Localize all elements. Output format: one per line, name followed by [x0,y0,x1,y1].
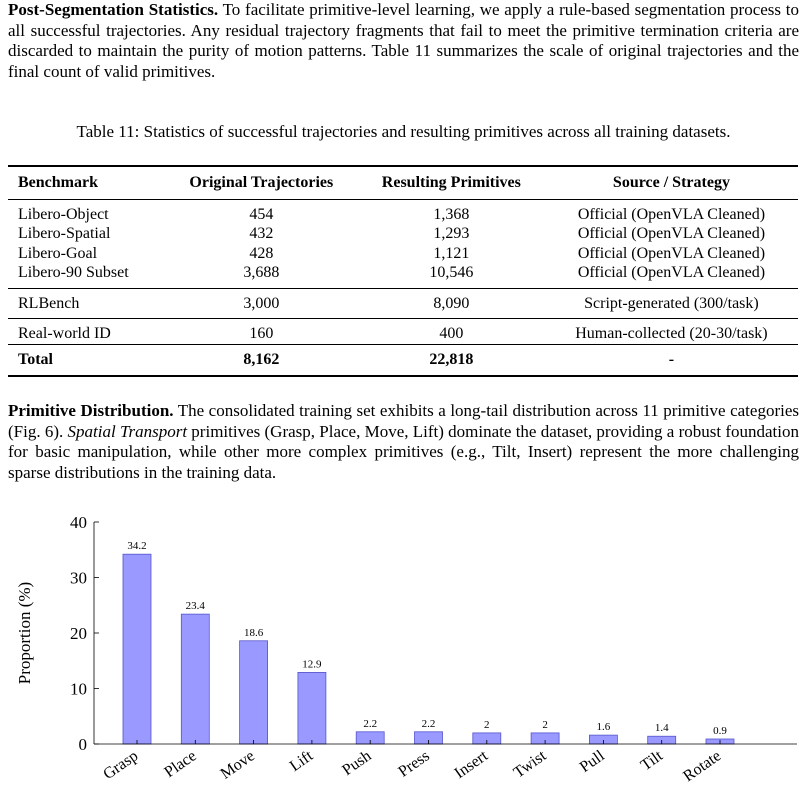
bar-value-label: 23.4 [185,600,205,613]
table-cell: 1,121 [433,244,470,262]
bar-value-label: 2.2 [363,717,378,730]
table-row [8,263,798,288]
table-row [8,288,798,319]
bar-value-label: 18.6 [243,626,264,639]
table-total-row [8,344,798,376]
paragraph-post-segmentation [8,0,799,82]
paragraph-primitive-distribution [8,401,799,483]
x-tick-label: Twist [510,747,550,782]
table-cell: Official (OpenVLA Cleaned) [577,244,766,262]
statistics-table [8,165,798,377]
table-cell: 454 [249,205,274,223]
bar-value-label: 1.6 [596,721,611,734]
paragraph-text: The consolidated training set exhibits a long-tail distribution across 11 primitive categories (Fig. 6). [8,401,799,441]
y-tick-label: 20 [70,624,87,643]
table-cell: 3,000 [165,288,358,319]
table-cell: Script-generated (300/task) [545,288,798,319]
table-cell: Official (OpenVLA Cleaned) [577,205,766,223]
x-tick-label: Press [395,747,433,781]
table-cell: 22,818 [358,344,545,376]
table-cell: Human-collected (20-30/task) [575,325,768,342]
paragraph-heading: Post-Segmentation Statistics. [8,0,219,19]
x-tick-label: Move [217,747,258,783]
paragraph-italic: Spatial Transport [67,421,188,441]
table-cell: 8,162 [165,344,358,376]
y-tick-label: 0 [78,735,87,754]
x-tick-label: Place [161,747,200,782]
bar-value-label: 12.9 [302,658,322,671]
table-row [8,244,798,264]
column-header: Original Trajectories [165,166,358,199]
table-cell: 10,546 [358,263,545,288]
bar-place [181,614,209,744]
bar-value-label: 2 [484,718,490,731]
bar-value-label: 1.4 [654,722,669,735]
x-tick-label: Rotate [680,747,725,786]
table-cell: Libero-90 Subset [8,263,165,288]
table-cell: Official (OpenVLA Cleaned) [545,263,798,288]
table-header-row [8,166,798,199]
paragraph-text: To facilitate primitive-level learning, we apply a rule-based segmentation process to all successful trajectories. Any residual trajectory fragments that fail to meet the primitive termination criteria are discarded to maintain the purity of motion patterns. Table 11 summarizes the scale of original trajectories and the final count of valid primitives. [8,0,799,81]
table-cell: 8,090 [358,288,545,319]
table-row [8,199,798,224]
y-tick-label: 10 [70,679,87,699]
table-cell: RLBench [8,288,165,319]
table-cell: 3,688 [165,263,358,288]
x-tick-label: Lift [286,747,317,776]
bar-lift [298,672,326,744]
table-cell: Libero-Object [18,205,109,223]
table-cell: 432 [249,225,274,242]
bar-grasp [123,554,151,744]
table-cell: Real-world ID [18,325,111,342]
bar-move [240,641,268,744]
table-cell: 428 [249,244,274,262]
bar-value-label: 0.9 [713,725,727,738]
x-tick-label: Pull [576,747,608,777]
table-row [8,224,798,244]
x-tick-label: Grasp [100,747,142,784]
y-tick-label: 40 [70,513,87,532]
table-cell: 160 [249,325,274,342]
paragraph-heading: Primitive Distribution. [8,401,174,420]
bar-value-label: 2 [542,718,548,731]
x-tick-label: Tilt [637,747,666,775]
table-row [8,319,798,345]
x-tick-label: Push [339,747,375,780]
table-cell: Libero-Goal [18,244,98,262]
table-cell: Total [8,344,165,376]
table-cell: Official (OpenVLA Cleaned) [577,225,766,242]
column-header: Source / Strategy [545,166,798,199]
table-cell: 1,368 [433,205,470,223]
primitive-distribution-chart [0,505,807,806]
table-cell: Libero-Spatial [18,225,111,242]
column-header: Resulting Primitives [358,166,545,199]
table-cell: 400 [439,325,464,342]
table-cell: - [545,344,798,376]
paragraph-text: primitives (Grasp, Place, Move, Lift) dominate the dataset, providing a robust foundation for basic manipulation, while other more complex primitives (e.g., Tilt, Insert) represent the more challenging sparse distributions in the training data. [8,421,800,482]
bar-value-label: 2.2 [421,717,436,730]
column-header: Benchmark [8,166,165,199]
table-caption: Table 11: Statistics of successful trajectories and resulting primitives across all training datasets. [76,122,731,141]
y-axis-label: Proportion (%) [15,581,34,685]
bar-value-label: 34.2 [127,540,147,553]
table-cell: 1,293 [433,225,470,242]
y-tick-label: 30 [70,568,87,588]
x-tick-label: Insert [451,747,492,783]
